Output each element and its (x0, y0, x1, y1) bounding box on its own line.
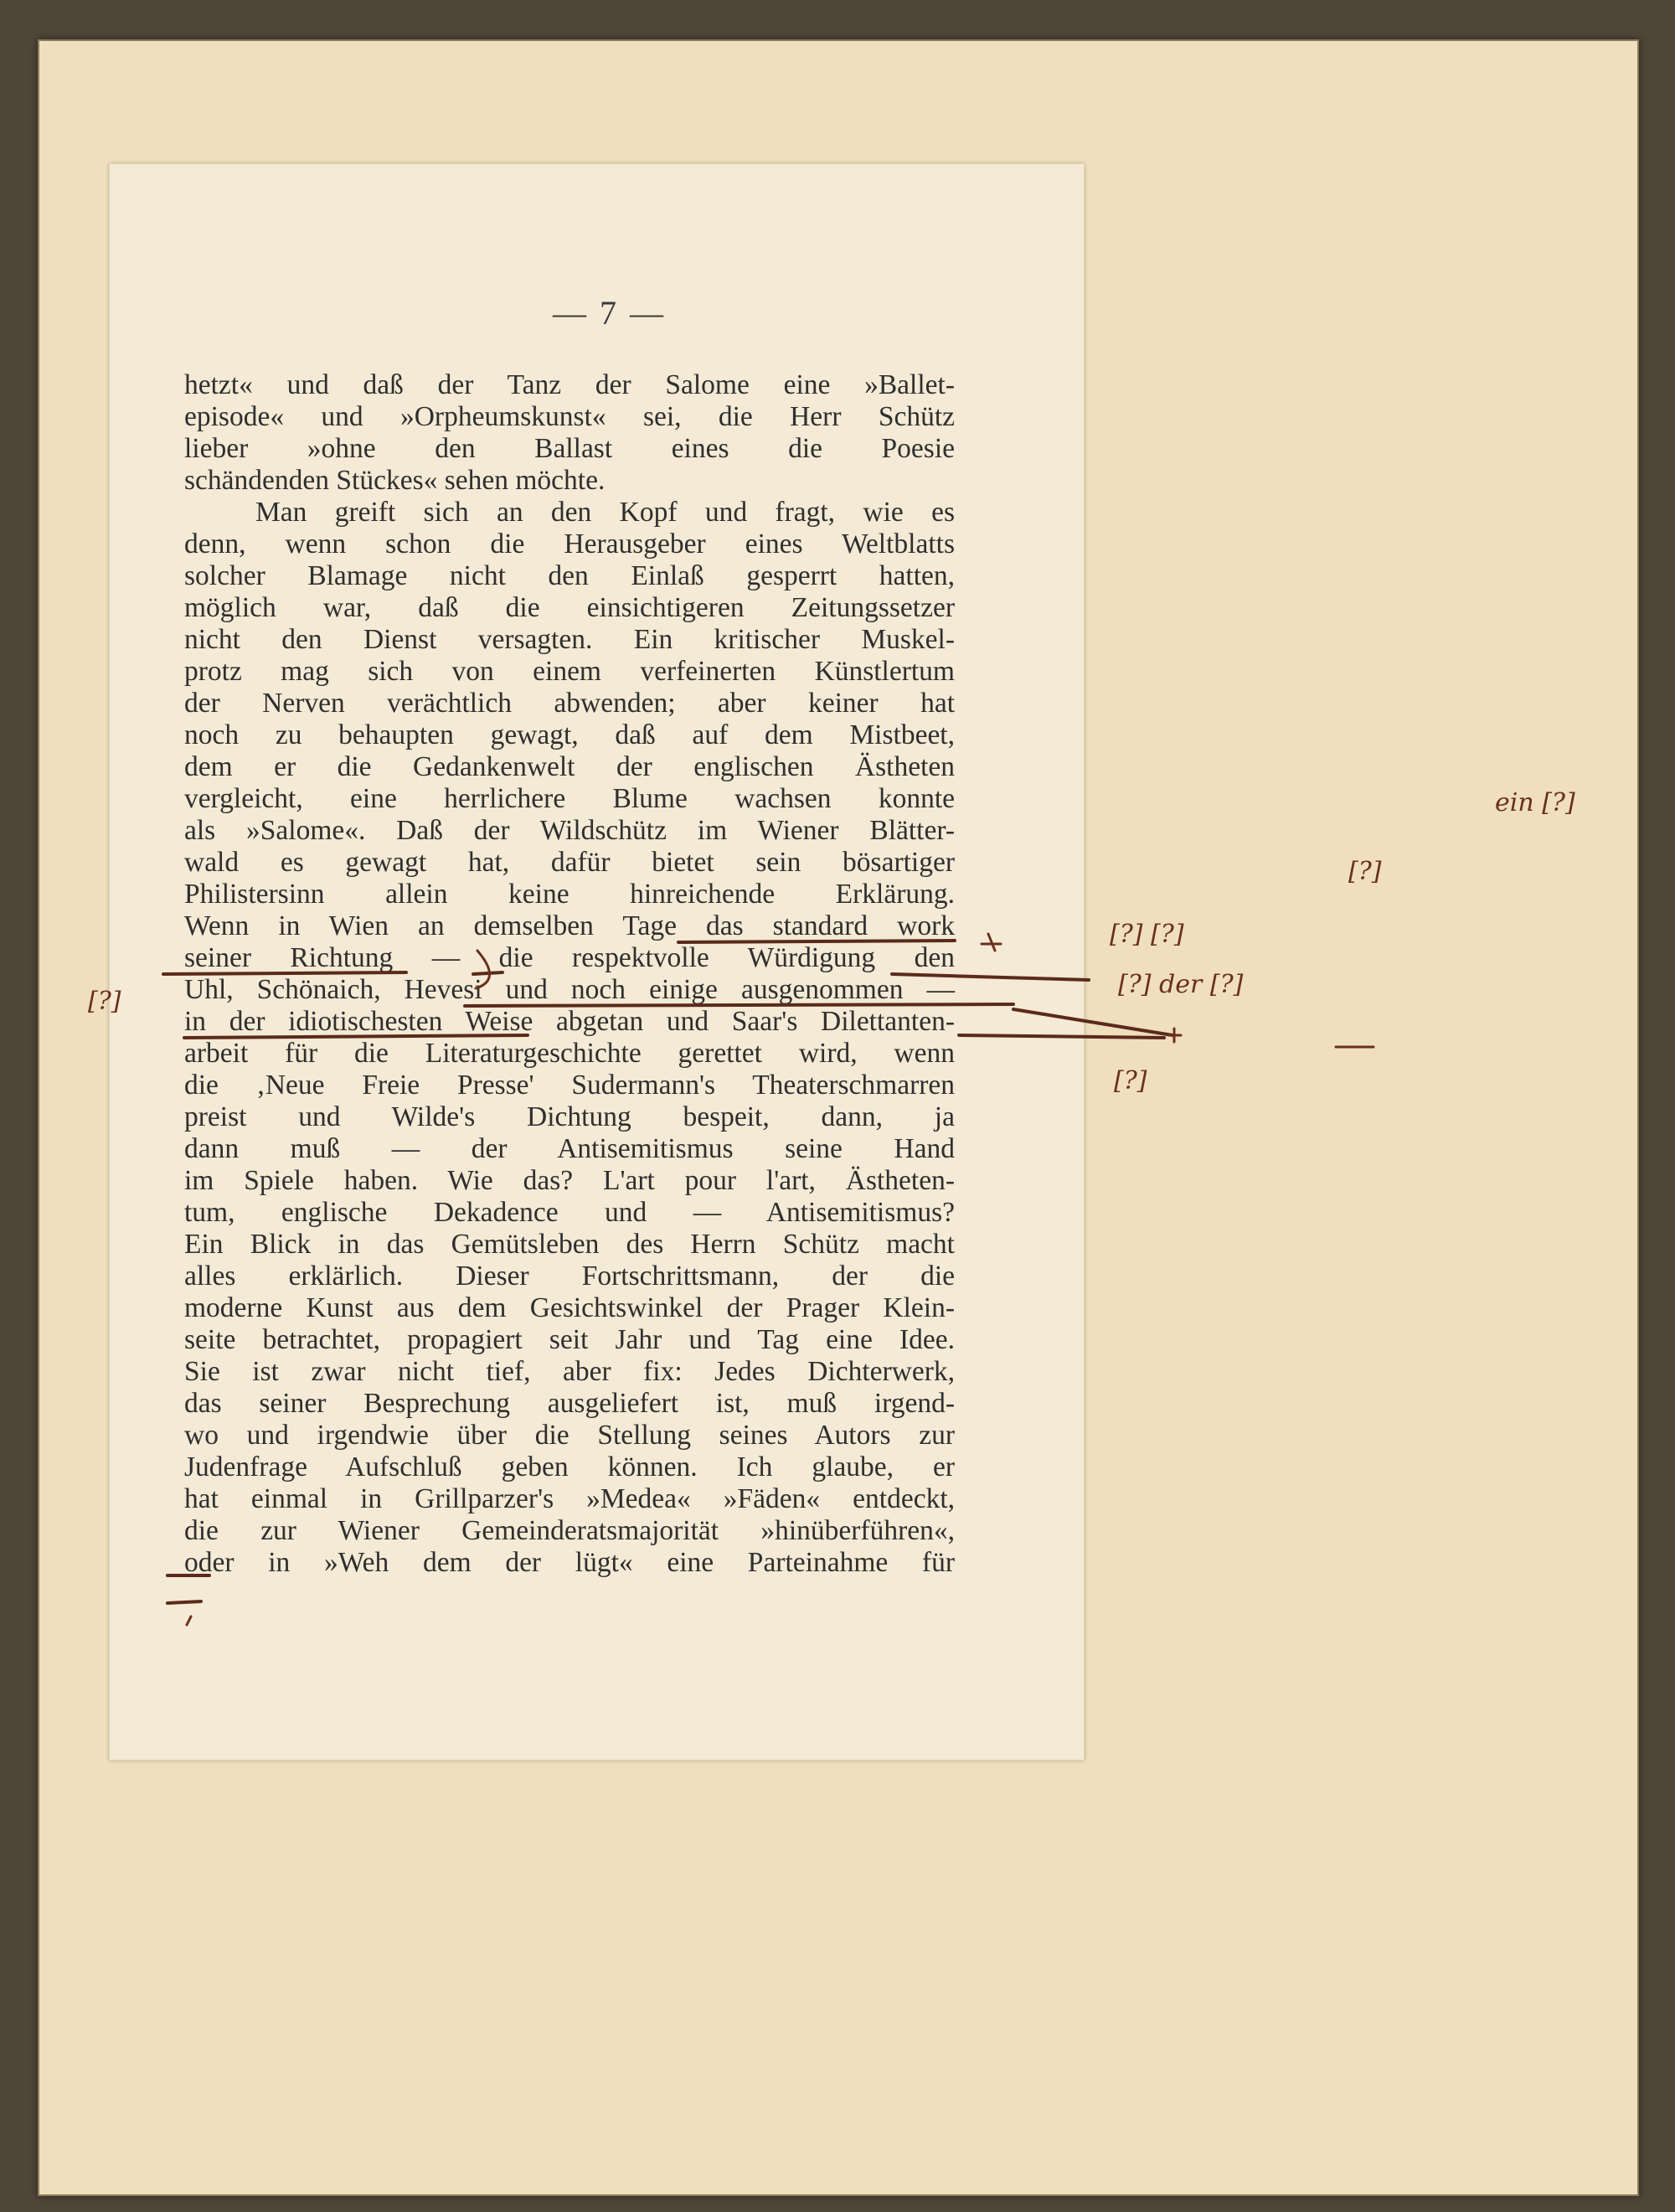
strike-mark (184, 1035, 528, 1038)
page-number: — 7 — (553, 294, 666, 332)
text-line: tum, englische Dekadence und — Antisemitismus? (184, 1197, 955, 1228)
text-line: lieber »ohne den Ballast eines die Poesie (184, 433, 955, 464)
insertion-mark (187, 1616, 191, 1625)
text-line: wo und irgendwie über die Stellung seines Autors zur (184, 1420, 955, 1451)
text-line: der Nerven verächtlich abwenden; aber keiner hat (184, 688, 955, 719)
text-line: Sie ist zwar nicht tief, aber fix: Jedes Dichterwerk, (184, 1356, 955, 1387)
strike-mark (473, 972, 502, 974)
text-line: episode« und »Orpheumskunst« sei, die Herr Schütz (184, 401, 955, 432)
text-line: oder in »Weh dem der lügt« eine Parteinahme für (184, 1547, 955, 1578)
text-line: Man greift sich an den Kopf und fragt, wie es (255, 497, 955, 528)
text-line: preist und Wilde's Dichtung bespeit, dann, ja (184, 1101, 955, 1132)
text-line: seiner Richtung — die respektvolle Würdigung den (184, 942, 955, 973)
strike-mark (163, 972, 406, 974)
text-line: dem er die Gedankenwelt der englischen Ästheten (184, 751, 955, 782)
text-line: solcher Blamage nicht den Einlaß gesperrt hatten, (184, 560, 955, 591)
text-line: wald es gewagt hat, dafür bietet sein bösartiger (184, 847, 955, 878)
margin-note: [?] der [?] (1118, 970, 1244, 999)
text-line: Wenn in Wien an demselben Tage das standard work (184, 910, 955, 941)
text-line: protz mag sich von einem verfeinerten Künstlertum (184, 656, 955, 687)
text-line: dann muß — der Antisemitismus seine Hand (184, 1133, 955, 1164)
strike-mark (892, 974, 1089, 980)
text-line: arbeit für die Literaturgeschichte gerettet wird, wenn (184, 1038, 955, 1069)
margin-note: [?] (1114, 1066, 1147, 1096)
text-line: die ‚Neue Freie Presse' Sudermann's Theaterschmarren (184, 1070, 955, 1101)
text-line: Uhl, Schönaich, Hevesi und noch einige ausgenommen — (184, 974, 955, 1005)
text-line: in der idiotischesten Weise abgetan und Saar's Dilettanten- (184, 1006, 955, 1037)
strike-mark (959, 1035, 1164, 1038)
text-line: hetzt« und daß der Tanz der Salome eine »Ballet- (184, 369, 955, 400)
margin-note: ein [?] (1495, 788, 1575, 817)
text-line: Philistersinn allein keine hinreichende Erklärung. (184, 879, 955, 910)
strike-mark (1013, 1009, 1172, 1035)
insertion-mark (476, 951, 490, 988)
text-line: moderne Kunst aus dem Gesichtswinkel der Prager Klein- (184, 1292, 955, 1323)
text-line: schändenden Stückes« sehen möchte. (184, 465, 606, 496)
text-line: vergleicht, eine herrlichere Blume wachsen konnte (184, 783, 955, 814)
text-line: als »Salome«. Daß der Wildschütz im Wiener Blätter- (184, 815, 955, 846)
text-line: im Spiele haben. Wie das? L'art pour l'art, Ästheten- (184, 1165, 955, 1196)
margin-note: [?] (1348, 857, 1382, 886)
text-line: Judenfrage Aufschluß geben können. Ich glaube, er (184, 1451, 955, 1482)
text-line: denn, wenn schon die Herausgeber eines Weltblatts (184, 529, 955, 559)
strike-mark (465, 1004, 1013, 1006)
text-line: hat einmal in Grillparzer's »Medea« »Fäden« entdeckt, (184, 1483, 955, 1514)
text-line: die zur Wiener Gemeinderatsmajorität »hinüberführen«, (184, 1515, 955, 1546)
margin-note: [?] [?] (1110, 920, 1184, 949)
text-line: Ein Blick in das Gemütsleben des Herrn Schütz macht (184, 1229, 955, 1260)
strike-mark (678, 941, 955, 942)
text-line: das seiner Besprechung ausgeliefert ist, muß irgend- (184, 1388, 955, 1419)
insertion-mark (982, 934, 1001, 951)
insertion-mark (1168, 1029, 1181, 1042)
text-line: alles erklärlich. Dieser Fortschrittsmann, der die (184, 1261, 955, 1292)
strike-mark (168, 1601, 201, 1603)
text-line: nicht den Dienst versagten. Ein kritischer Muskel- (184, 624, 955, 655)
margin-note: [?] (88, 987, 121, 1016)
text-line: seite betrachtet, propagiert seit Jahr und Tag eine Idee. (184, 1324, 955, 1355)
text-line: noch zu behaupten gewagt, daß auf dem Mistbeet, (184, 719, 955, 750)
text-line: möglich war, daß die einsichtigeren Zeitungssetzer (184, 592, 955, 623)
